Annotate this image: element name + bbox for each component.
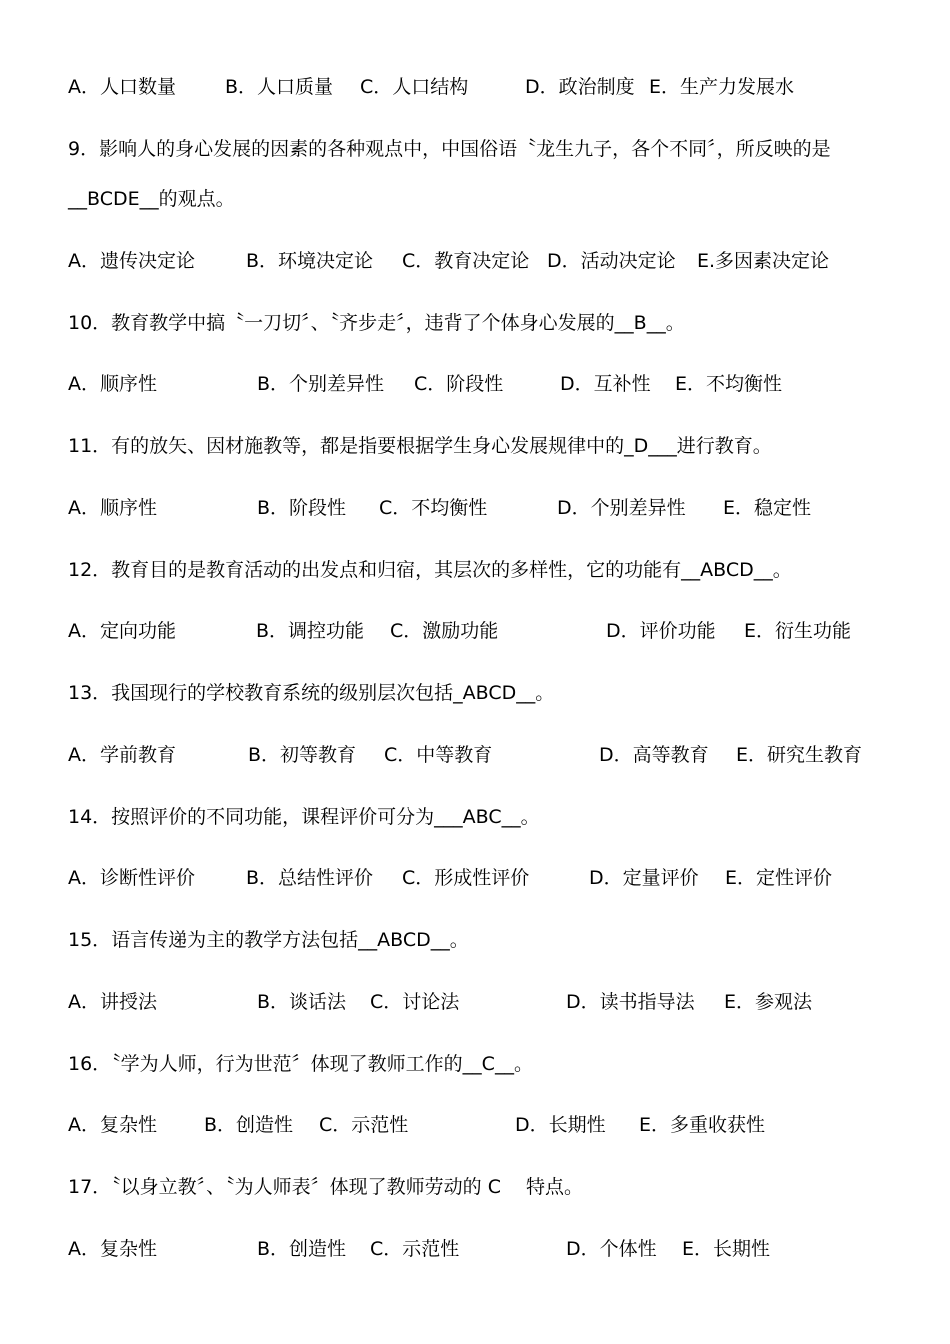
option-a: A．顺序性 — [68, 373, 157, 395]
option-e: E．衍生功能 — [744, 620, 852, 642]
option-d: D．定量评价 — [589, 867, 699, 889]
option-e: E．不均衡性 — [675, 373, 783, 395]
question-13: 13．我国现行的学校教育系统的级别层次包括_ABCD__。 — [68, 682, 555, 704]
option-b: B．总结性评价 — [246, 867, 374, 889]
option-d: D．活动决定论 — [547, 250, 676, 272]
option-e: E．参观法 — [724, 991, 813, 1013]
question-11: 11．有的放矢、因材施教等，都是指要根据学生身心发展规律中的_D___进行教育。 — [68, 435, 772, 457]
question-15: 15．语言传递为主的教学方法包括__ABCD__。 — [68, 929, 469, 951]
option-b: B．阶段性 — [257, 497, 347, 519]
option-d: D．互补性 — [560, 373, 651, 395]
question-10: 10．教育教学中搞〝一刀切〞、〝齐步走〞，违背了个体身心发展的__B__。 — [68, 312, 685, 334]
option-a: A．人口数量 — [68, 76, 176, 98]
option-d: D．政治制度 — [525, 76, 635, 98]
option-c: C．教育决定论 — [402, 250, 530, 272]
question-14: 14．按照评价的不同功能，课程评价可分为___ABC__。 — [68, 806, 540, 828]
option-c: C．形成性评价 — [402, 867, 530, 889]
option-a: A．学前教育 — [68, 744, 176, 766]
option-a: A．顺序性 — [68, 497, 157, 519]
option-b: B．谈话法 — [257, 991, 347, 1013]
option-c: C．讨论法 — [370, 991, 460, 1013]
option-a: A．复杂性 — [68, 1238, 157, 1260]
option-b: B．初等教育 — [248, 744, 357, 766]
option-c: C．激励功能 — [390, 620, 499, 642]
question-9-line-2: __BCDE__的观点。 — [68, 188, 235, 210]
option-c: C．示范性 — [370, 1238, 460, 1260]
option-b: B．环境决定论 — [246, 250, 374, 272]
option-c: C．不均衡性 — [379, 497, 488, 519]
option-d: D．个体性 — [566, 1238, 657, 1260]
option-d: D．个别差异性 — [557, 497, 686, 519]
option-d: D．长期性 — [515, 1114, 606, 1136]
option-e: E．稳定性 — [723, 497, 812, 519]
option-e: E．多重收获性 — [639, 1114, 766, 1136]
option-a: A．讲授法 — [68, 991, 157, 1013]
option-d: D．读书指导法 — [566, 991, 695, 1013]
option-a: A．复杂性 — [68, 1114, 157, 1136]
option-e: E．研究生教育 — [736, 744, 863, 766]
option-a: A．定向功能 — [68, 620, 176, 642]
option-b: B．创造性 — [257, 1238, 347, 1260]
option-c: C．阶段性 — [414, 373, 504, 395]
option-b: B．创造性 — [204, 1114, 294, 1136]
question-9-line-1: 9．影响人的身心发展的因素的各种观点中，中国俗语〝龙生九子，各个不同〞，所反映的是 — [68, 138, 831, 160]
option-e: E．生产力发展水 — [649, 76, 795, 98]
question-17: 17．〝以身立教〞、〝为人师表〞体现了教师劳动的 C 特点。 — [68, 1176, 584, 1198]
option-d: D．评价功能 — [606, 620, 716, 642]
option-e: E．长期性 — [682, 1238, 771, 1260]
option-b: B．调控功能 — [256, 620, 365, 642]
option-c: C．示范性 — [319, 1114, 409, 1136]
question-16: 16．〝学为人师，行为世范〞体现了教师工作的__C__。 — [68, 1053, 533, 1075]
option-c: C．中等教育 — [384, 744, 493, 766]
question-12: 12．教育目的是教育活动的出发点和归宿，其层次的多样性，它的功能有__ABCD__。 — [68, 559, 792, 581]
option-b: B．个别差异性 — [257, 373, 385, 395]
option-a: A．诊断性评价 — [68, 867, 195, 889]
option-d: D．高等教育 — [599, 744, 709, 766]
option-a: A．遗传决定论 — [68, 250, 195, 272]
option-e: E.多因素决定论 — [697, 250, 830, 272]
option-e: E．定性评价 — [725, 867, 833, 889]
option-b: B．人口质量 — [225, 76, 334, 98]
option-c: C．人口结构 — [360, 76, 469, 98]
